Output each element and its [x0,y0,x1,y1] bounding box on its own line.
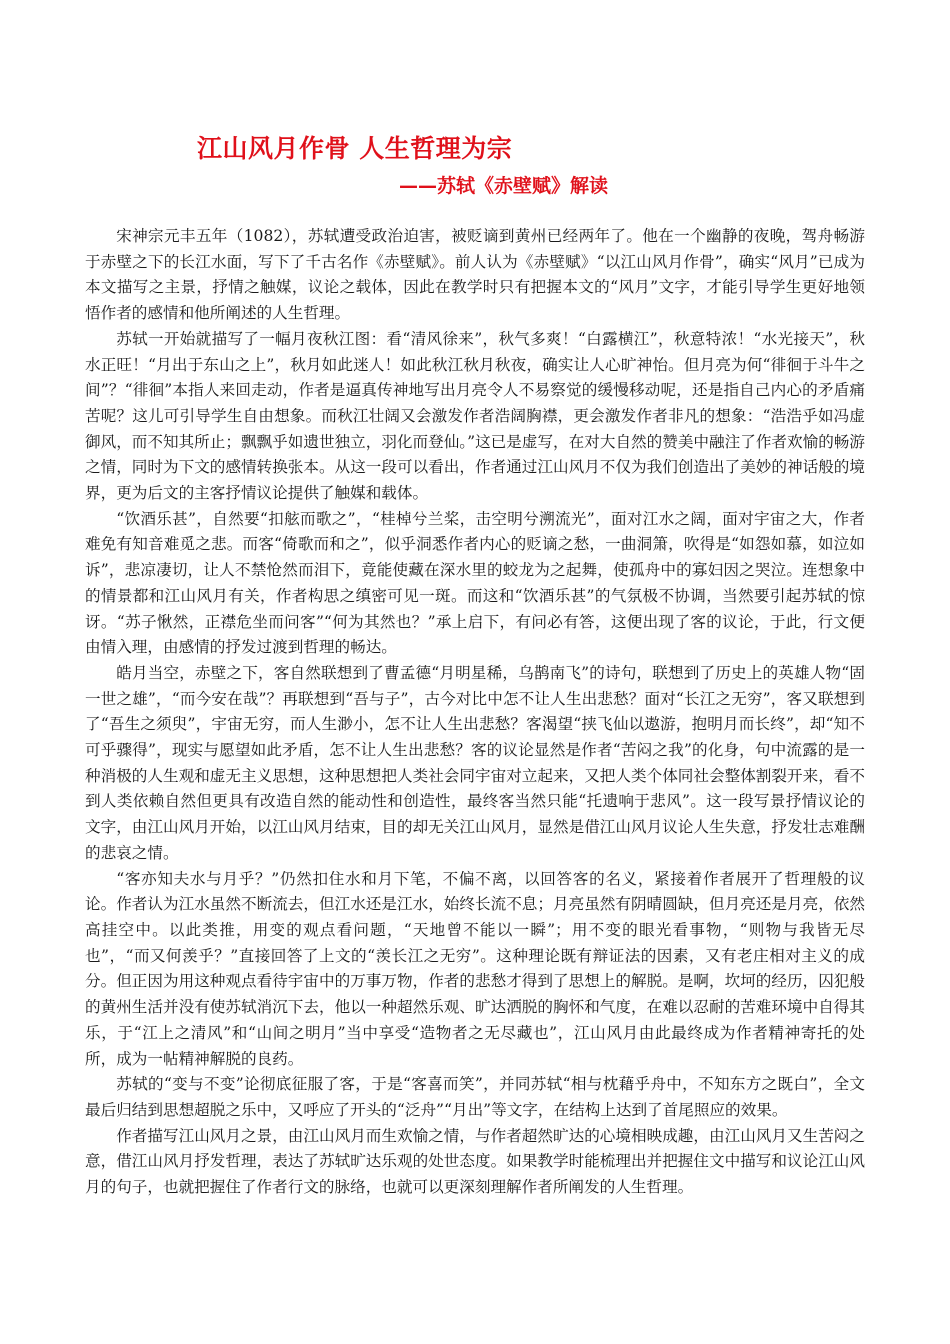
paragraph-3: “饮酒乐甚”，自然要“扣舷而歌之”，“桂棹兮兰桨，击空明兮溯流光”，面对江水之阔，面对宇宙之大，作者难免有知音难觅之悲。而客“倚歌而和之”，似乎洞悉作者内心的贬谪之愁，一曲洞箫，吹得是“如怨如慕，如泣如诉”，悲凉凄切，让人不禁怆然而泪下，竟能使藏在深水里的蛟龙为之起舞，使孤舟中的寡妇因之哭泣。连想象中的情景都和江山风月有关，作者构思之缜密可见一斑。而这和“饮酒乐甚”的气氛极不协调，当然要引起苏轼的惊讶。“苏子愀然，正襟危坐而问客”“何为其然也？”承上启下，有问必有答，这便出现了客的议论，于此，行文便由情入理，由感情的抒发过渡到哲理的畅达。 [85,509,865,657]
paragraph-2: 苏轼一开始就描写了一幅月夜秋江图：看“清风徐来”，秋气多爽！“白露横江”，秋意特浓！“水光接天”，秋水正旺！“月出于东山之上”，秋月如此迷人！如此秋江秋月秋夜，确实让人心旷神怡。但月亮为何“徘徊于斗牛之间”？“徘徊”本指人来回走动，作者是逼真传神地写出月亮令人不易察觉的缓慢移动呢，还是指自己内心的矛盾痛苦呢？这儿可引导学生自由想象。而秋江壮阔又会激发作者浩阔胸襟，更会激发作者非凡的想象：“浩浩乎如冯虚御风，而不知其所止；飘飘乎如遗世独立，羽化而登仙。”这已是虚写，在对大自然的赞美中融注了作者欢愉的畅游之情，同时为下文的感情转换张本。从这一段可以看出，作者通过江山风月不仅为我们创造出了美妙的神话般的境界，更为后文的主客抒情议论提供了触媒和载体。 [85,329,865,503]
paragraph-5: “客亦知夫水与月乎？”仍然扣住水和月下笔，不偏不离，以回答客的名义，紧接着作者展开了哲理般的议论。作者认为江水虽然不断流去，但江水还是江水，始终长流不息；月亮虽然有阴晴圆缺，但月亮还是月亮，依然高挂空中。以此类推，用变的观点看问题，“天地曾不能以一瞬”；用不变的眼光看事物，“则物与我皆无尽也”，“而又何羡乎？”直接回答了上文的“羡长江之无穷”。这种理论既有辩证法的因素，又有老庄相对主义的成分。但正因为用这种观点看待宇宙中的万事万物，作者的悲愁才得到了思想上的解脱。是啊，坎坷的经历，囚犯般的黄州生活并没有使苏轼消沉下去，他以一种超然乐观、旷达洒脱的胸怀和气度，在难以忍耐的苦难环境中自得其乐，于“江上之清风”和“山间之明月”当中享受“造物者之无尽藏也”，江山风月由此最终成为作者精神寄托的处所，成为一帖精神解脱的良药。 [85,869,865,1068]
article-title: 江山风月作骨 人生哲理为宗 [197,134,513,163]
paragraph-1: 宋神宗元丰五年（1082），苏轼遭受政治迫害，被贬谪到黄州已经两年了。他在一个幽静的夜晚，驾舟畅游于赤壁之下的长江水面，写下了千古名作《赤壁赋》。前人认为《赤壁赋》“以江山风月作骨”，确实“风月”已成为本文描写之主景，抒情之触媒，议论之载体，因此在教学时只有把握本文的“风月”文字，才能引导学生更好地领悟作者的感情和他所阐述的人生哲理。 [85,227,865,323]
article-subtitle: ——苏轼《赤壁赋》解读 [399,175,609,197]
paragraph-6: 苏轼的“变与不变”论彻底征服了客，于是“客喜而笑”，并同苏轼“相与枕藉乎舟中，不知东方之既白”，全文最后归结到思想超脱之乐中，又呼应了开头的“泛舟”“月出”等文字，在结构上达到了首尾照应的效果。 [85,1075,865,1119]
paragraph-7: 作者描写江山风月之景，由江山风月而生欢愉之情，与作者超然旷达的心境相映成趣，由江山风月又生苦闷之意，借江山风月抒发哲理，表达了苏轼旷达乐观的处世态度。如果教学时能梳理出并把握住文中描写和议论江山风月的句子，也就把握住了作者行文的脉络，也就可以更深刻理解作者所阐发的人生哲理。 [85,1126,865,1197]
paragraph-4: 皓月当空，赤壁之下，客自然联想到了曹孟德“月明星稀，乌鹊南飞”的诗句，联想到了历史上的英雄人物“固一世之雄”，“而今安在哉”？再联想到“吾与子”，古今对比中怎不让人生出悲愁？面对“长江之无穷”，客又联想到了“吾生之须臾”，宇宙无穷，而人生渺小，怎不让人生出悲愁？客渴望“挟飞仙以遨游，抱明月而长终”，却“知不可乎骤得”，现实与愿望如此矛盾，怎不让人生出悲愁？客的议论显然是作者“苦闷之我”的化身，句中流露的是一种消极的人生观和虚无主义思想，这种思想把人类社会同宇宙对立起来，又把人类个体同社会整体割裂开来，看不到人类依赖自然但更具有改造自然的能动性和创造性，最终客当然只能“托遗响于悲风”。这一段写景抒情议论的文字，由江山风月开始，以江山风月结束，目的却无关江山风月，显然是借江山风月议论人生失意，抒发壮志难酬的悲哀之情。 [85,663,865,862]
article-body [85,224,865,1201]
